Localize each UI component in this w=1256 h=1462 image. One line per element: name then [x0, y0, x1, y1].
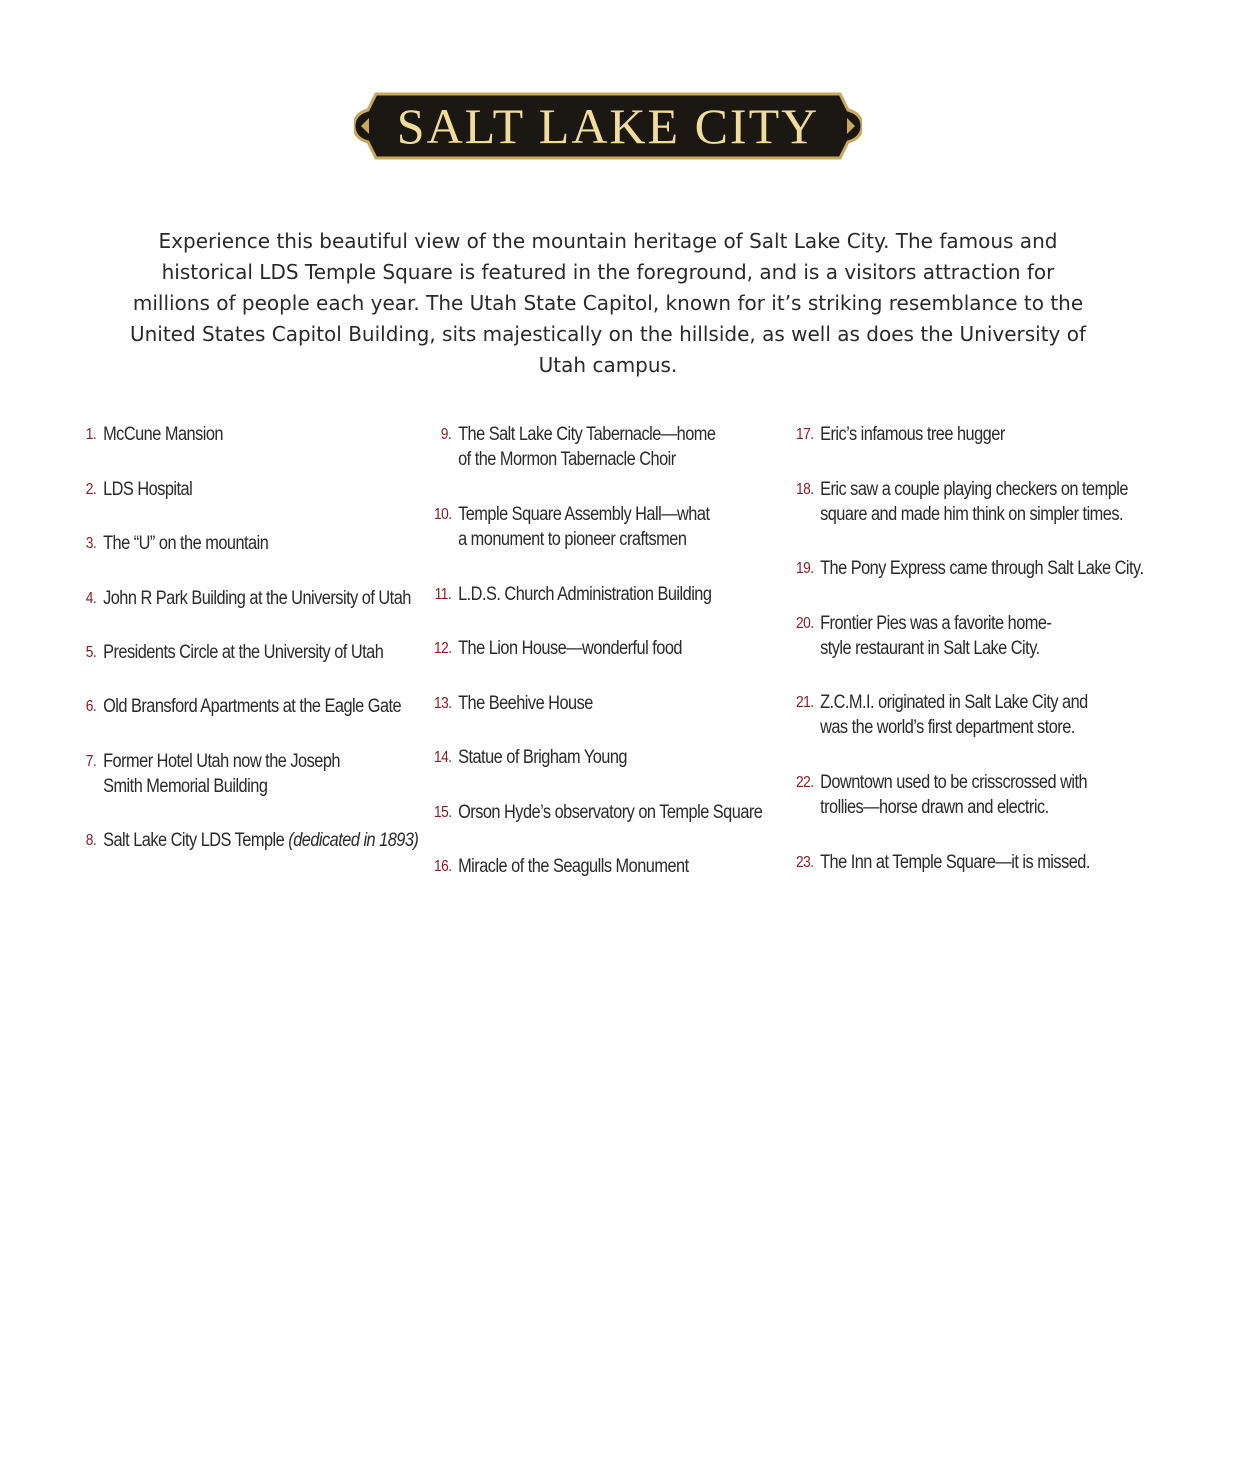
legend-label-line: The Inn at Temple Square—it is missed. [820, 852, 1090, 873]
legend-item [796, 556, 1144, 581]
legend-number: 15. [434, 804, 452, 821]
legend-label [458, 745, 627, 770]
legend-label-line: Miracle of the Seagulls Monument [458, 856, 689, 877]
legend-label-line: Presidents Circle at the University of Utah [103, 642, 384, 663]
legend-label-line: Eric saw a couple playing checkers on temple [820, 479, 1128, 500]
legend-label-line: Orson Hyde’s observatory on Temple Square [458, 802, 763, 823]
legend-number: 16. [434, 858, 452, 875]
legend-item [796, 611, 1051, 661]
legend-note: (dedicated in 1893) [284, 830, 419, 851]
legend-number: 3. [85, 535, 97, 552]
legend-label-line: The Salt Lake City Tabernacle—home [458, 424, 716, 445]
legend-label [820, 611, 1051, 661]
legend-number: 5. [85, 644, 97, 661]
legend-item [796, 850, 1090, 875]
legend-item [79, 749, 340, 799]
legend-label-line: square and made him think on simpler times. [820, 504, 1124, 525]
legend-label-line: Old Bransford Apartments at the Eagle Gate [103, 696, 402, 717]
legend-label [103, 531, 268, 556]
legend-label [458, 582, 711, 607]
legend-label [458, 691, 593, 716]
legend-item [79, 586, 411, 611]
legend-label [103, 640, 383, 665]
legend-number: 17. [796, 426, 814, 443]
legend-number: 9. [440, 426, 452, 443]
legend-label-line: style restaurant in Salt Lake City. [820, 638, 1040, 659]
legend-label-line: Frontier Pies was a favorite home- [820, 613, 1052, 634]
legend-label [458, 800, 762, 825]
legend-label-line: a monument to pioneer craftsmen [458, 529, 687, 550]
legend-label [103, 694, 401, 719]
legend-number: 14. [434, 749, 452, 766]
legend-item [796, 770, 1087, 820]
legend-number: 1. [85, 426, 97, 443]
legend-number: 20. [796, 615, 814, 632]
legend-item [434, 854, 689, 879]
legend-label-line: LDS Hospital [103, 479, 193, 500]
legend-number: 8. [85, 832, 97, 849]
legend-label [820, 850, 1090, 875]
intro-paragraph: Experience this beautiful view of the mountain heritage of Salt Lake City. The famous and historical LDS Temple Square is featured in the foreground, and is a visitors attraction for millions of people each year. The Utah State Capitol, known for it’s striking resemblance to the United States Capitol Building, sits majestically on the hillside, as well as does the University of Utah campus. [129, 229, 1087, 377]
legend-item [434, 502, 709, 552]
legend-item [79, 531, 268, 556]
legend-item [796, 477, 1128, 527]
legend-label-line: was the world’s first department store. [820, 717, 1075, 738]
legend-item [434, 691, 593, 716]
legend-label [103, 422, 223, 447]
legend-label-line: McCune Mansion [103, 424, 224, 445]
legend-label [103, 477, 192, 502]
legend-label [458, 636, 682, 661]
legend-label [820, 770, 1087, 820]
page-title: SALT LAKE CITY [396, 98, 820, 154]
legend-label [820, 556, 1143, 581]
legend-number: 23. [796, 854, 814, 871]
legend-number: 18. [796, 481, 814, 498]
legend-item [796, 690, 1088, 740]
legend-label-line: Salt Lake City LDS Temple (dedicated in 1893) [103, 830, 419, 851]
legend-number: 4. [85, 590, 97, 607]
legend-number: 13. [434, 695, 452, 712]
legend-label-line: Downtown used to be crisscrossed with [820, 772, 1088, 793]
legend-item [79, 422, 223, 447]
legend-number: 10. [434, 506, 452, 523]
legend-label-line: Eric’s infamous tree hugger [820, 424, 1005, 445]
legend-item [79, 640, 383, 665]
legend-number: 7. [85, 753, 97, 770]
legend-label-line: John R Park Building at the University of Utah [103, 588, 411, 609]
legend-item [79, 477, 192, 502]
legend-label [103, 749, 340, 799]
legend-label [820, 690, 1088, 740]
legend-label-line: Temple Square Assembly Hall—what [458, 504, 710, 525]
title-banner [354, 92, 862, 160]
legend-number: 2. [85, 481, 97, 498]
legend-number: 22. [796, 774, 814, 791]
legend-label-line: The Lion House—wonderful food [458, 638, 683, 659]
legend-label [458, 422, 715, 472]
legend-item [434, 800, 762, 825]
legend-label [820, 477, 1128, 527]
legend-item [796, 422, 1005, 447]
legend-item [434, 745, 627, 770]
legend-item [434, 582, 711, 607]
legend-label [820, 422, 1005, 447]
legend-label-line: The Beehive House [458, 693, 593, 714]
legend-label-line: Former Hotel Utah now the Joseph [103, 751, 340, 772]
legend-item [79, 694, 401, 719]
legend-number: 6. [85, 698, 97, 715]
legend-label-line: L.D.S. Church Administration Building [458, 584, 712, 605]
legend-item [79, 828, 418, 853]
legend-number: 12. [434, 640, 452, 657]
legend-label-line: trollies—horse drawn and electric. [820, 797, 1049, 818]
legend-number: 19. [796, 560, 814, 577]
legend-label-line: Smith Memorial Building [103, 776, 268, 797]
legend-label-line: The “U” on the mountain [103, 533, 269, 554]
legend-item [434, 636, 682, 661]
legend-label [458, 854, 689, 879]
legend-label [458, 502, 709, 552]
legend-label [103, 586, 411, 611]
legend-label-line: of the Mormon Tabernacle Choir [458, 449, 676, 470]
legend-item [434, 422, 715, 472]
legend-number: 21. [796, 694, 814, 711]
legend-label-line: The Pony Express came through Salt Lake City. [820, 558, 1144, 579]
legend-label-line: Statue of Brigham Young [458, 747, 628, 768]
legend-label-line: Z.C.M.I. originated in Salt Lake City and [820, 692, 1088, 713]
legend-number: 11. [434, 586, 452, 603]
legend-label [103, 828, 418, 853]
